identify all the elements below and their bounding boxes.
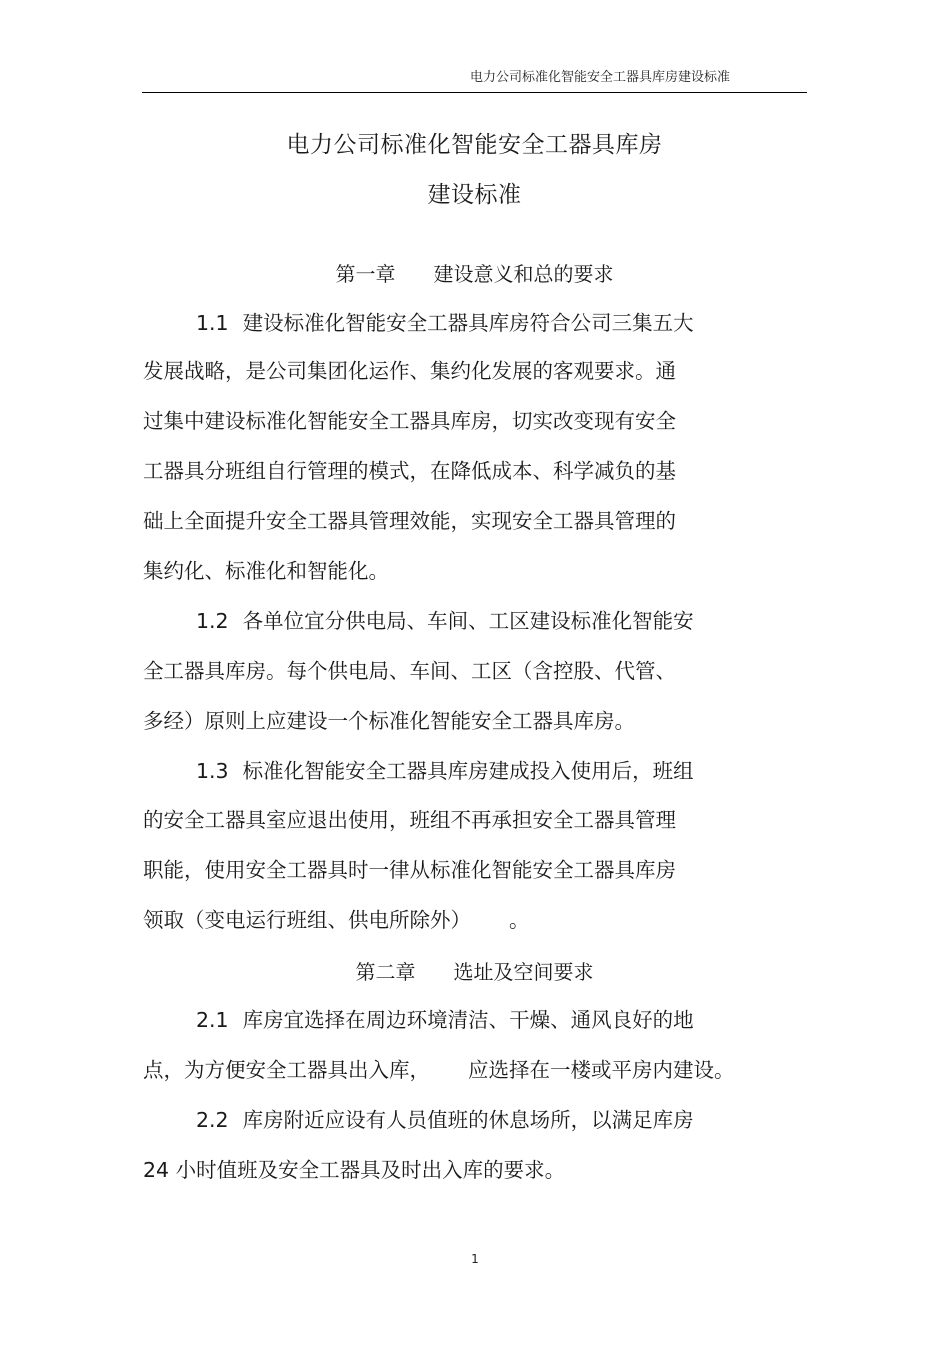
- paragraph-1-1-line: 础上全面提升安全工器具管理效能，实现安全工器具管理的: [143, 509, 676, 533]
- paragraph-text: 领取（变电运行班组、供电所除外）: [143, 908, 471, 932]
- paragraph-1-1-line: 过集中建设标准化智能安全工器具库房，切实改变现有安全: [143, 409, 676, 433]
- section-number: 2.1: [196, 1008, 229, 1032]
- section-number: 1.3: [196, 759, 229, 783]
- paragraph-text: 点，为方便安全工器具出入库，: [143, 1058, 430, 1082]
- document-title-line-2: 建设标准: [427, 182, 522, 208]
- paragraph-1-1-line: 集约化、标准化和智能化。: [143, 559, 389, 583]
- paragraph-text: 库房宜选择在周边环境清洁、干燥、通风良好的地: [242, 1008, 694, 1032]
- chapter-2-heading: [142, 956, 807, 985]
- page-number: 1: [471, 1252, 479, 1266]
- paragraph-text: 库房附近应设有人员值班的休息场所，以满足库房: [242, 1108, 694, 1132]
- paragraph-text: 。: [509, 908, 530, 932]
- paragraph-1-3-line: 职能，使用安全工器具时一律从标准化智能安全工器具库房: [143, 858, 676, 882]
- chapter-1-heading: [142, 258, 807, 287]
- paragraph-1-3-line: [196, 757, 694, 785]
- paragraph-2-2-line: [196, 1106, 694, 1134]
- chapter-name: 建设意义和总的要求: [433, 262, 614, 286]
- chapter-number: 第二章: [355, 960, 416, 984]
- paragraph-text: 标准化智能安全工器具库房建成投入使用后，班组: [242, 759, 694, 783]
- paragraph-1-1-line: [196, 309, 694, 337]
- paragraph-1-2-line: 多经）原则上应建设一个标准化智能安全工器具库房。: [143, 709, 635, 733]
- document-title-line-1: 电力公司标准化智能安全工器具库房: [286, 132, 663, 158]
- paragraph-2-1-line: [143, 1056, 735, 1084]
- paragraph-1-1-line: 工器具分班组自行管理的模式，在降低成本、科学减负的基: [143, 459, 676, 483]
- paragraph-1-3-line: [143, 906, 530, 934]
- chapter-name: 选址及空间要求: [453, 960, 594, 984]
- section-number: 1.2: [196, 609, 229, 633]
- paragraph-text: 应选择在一楼或平房内建设。: [468, 1058, 735, 1082]
- paragraph-text: 各单位宜分供电局、车间、工区建设标准化智能安: [242, 609, 694, 633]
- section-number: 1.1: [196, 311, 229, 335]
- chapter-number: 第一章: [335, 262, 396, 286]
- paragraph-1-3-line: 的安全工器具室应退出使用，班组不再承担安全工器具管理: [143, 808, 676, 832]
- running-header: 电力公司标准化智能安全工器具库房建设标准: [469, 70, 730, 85]
- section-number: 2.2: [196, 1108, 229, 1132]
- header-rule: [142, 92, 807, 93]
- paragraph-2-2-line: 24 小时值班及安全工器具及时出入库的要求。: [143, 1158, 566, 1182]
- paragraph-1-1-line: 发展战略，是公司集团化运作、集约化发展的客观要求。通: [143, 359, 676, 383]
- paragraph-1-2-line: [196, 607, 694, 635]
- paragraph-2-1-line: [196, 1006, 694, 1034]
- paragraph-text: 建设标准化智能安全工器具库房符合公司三集五大: [242, 311, 694, 335]
- paragraph-1-2-line: 全工器具库房。每个供电局、车间、工区（含控股、代管、: [143, 659, 676, 683]
